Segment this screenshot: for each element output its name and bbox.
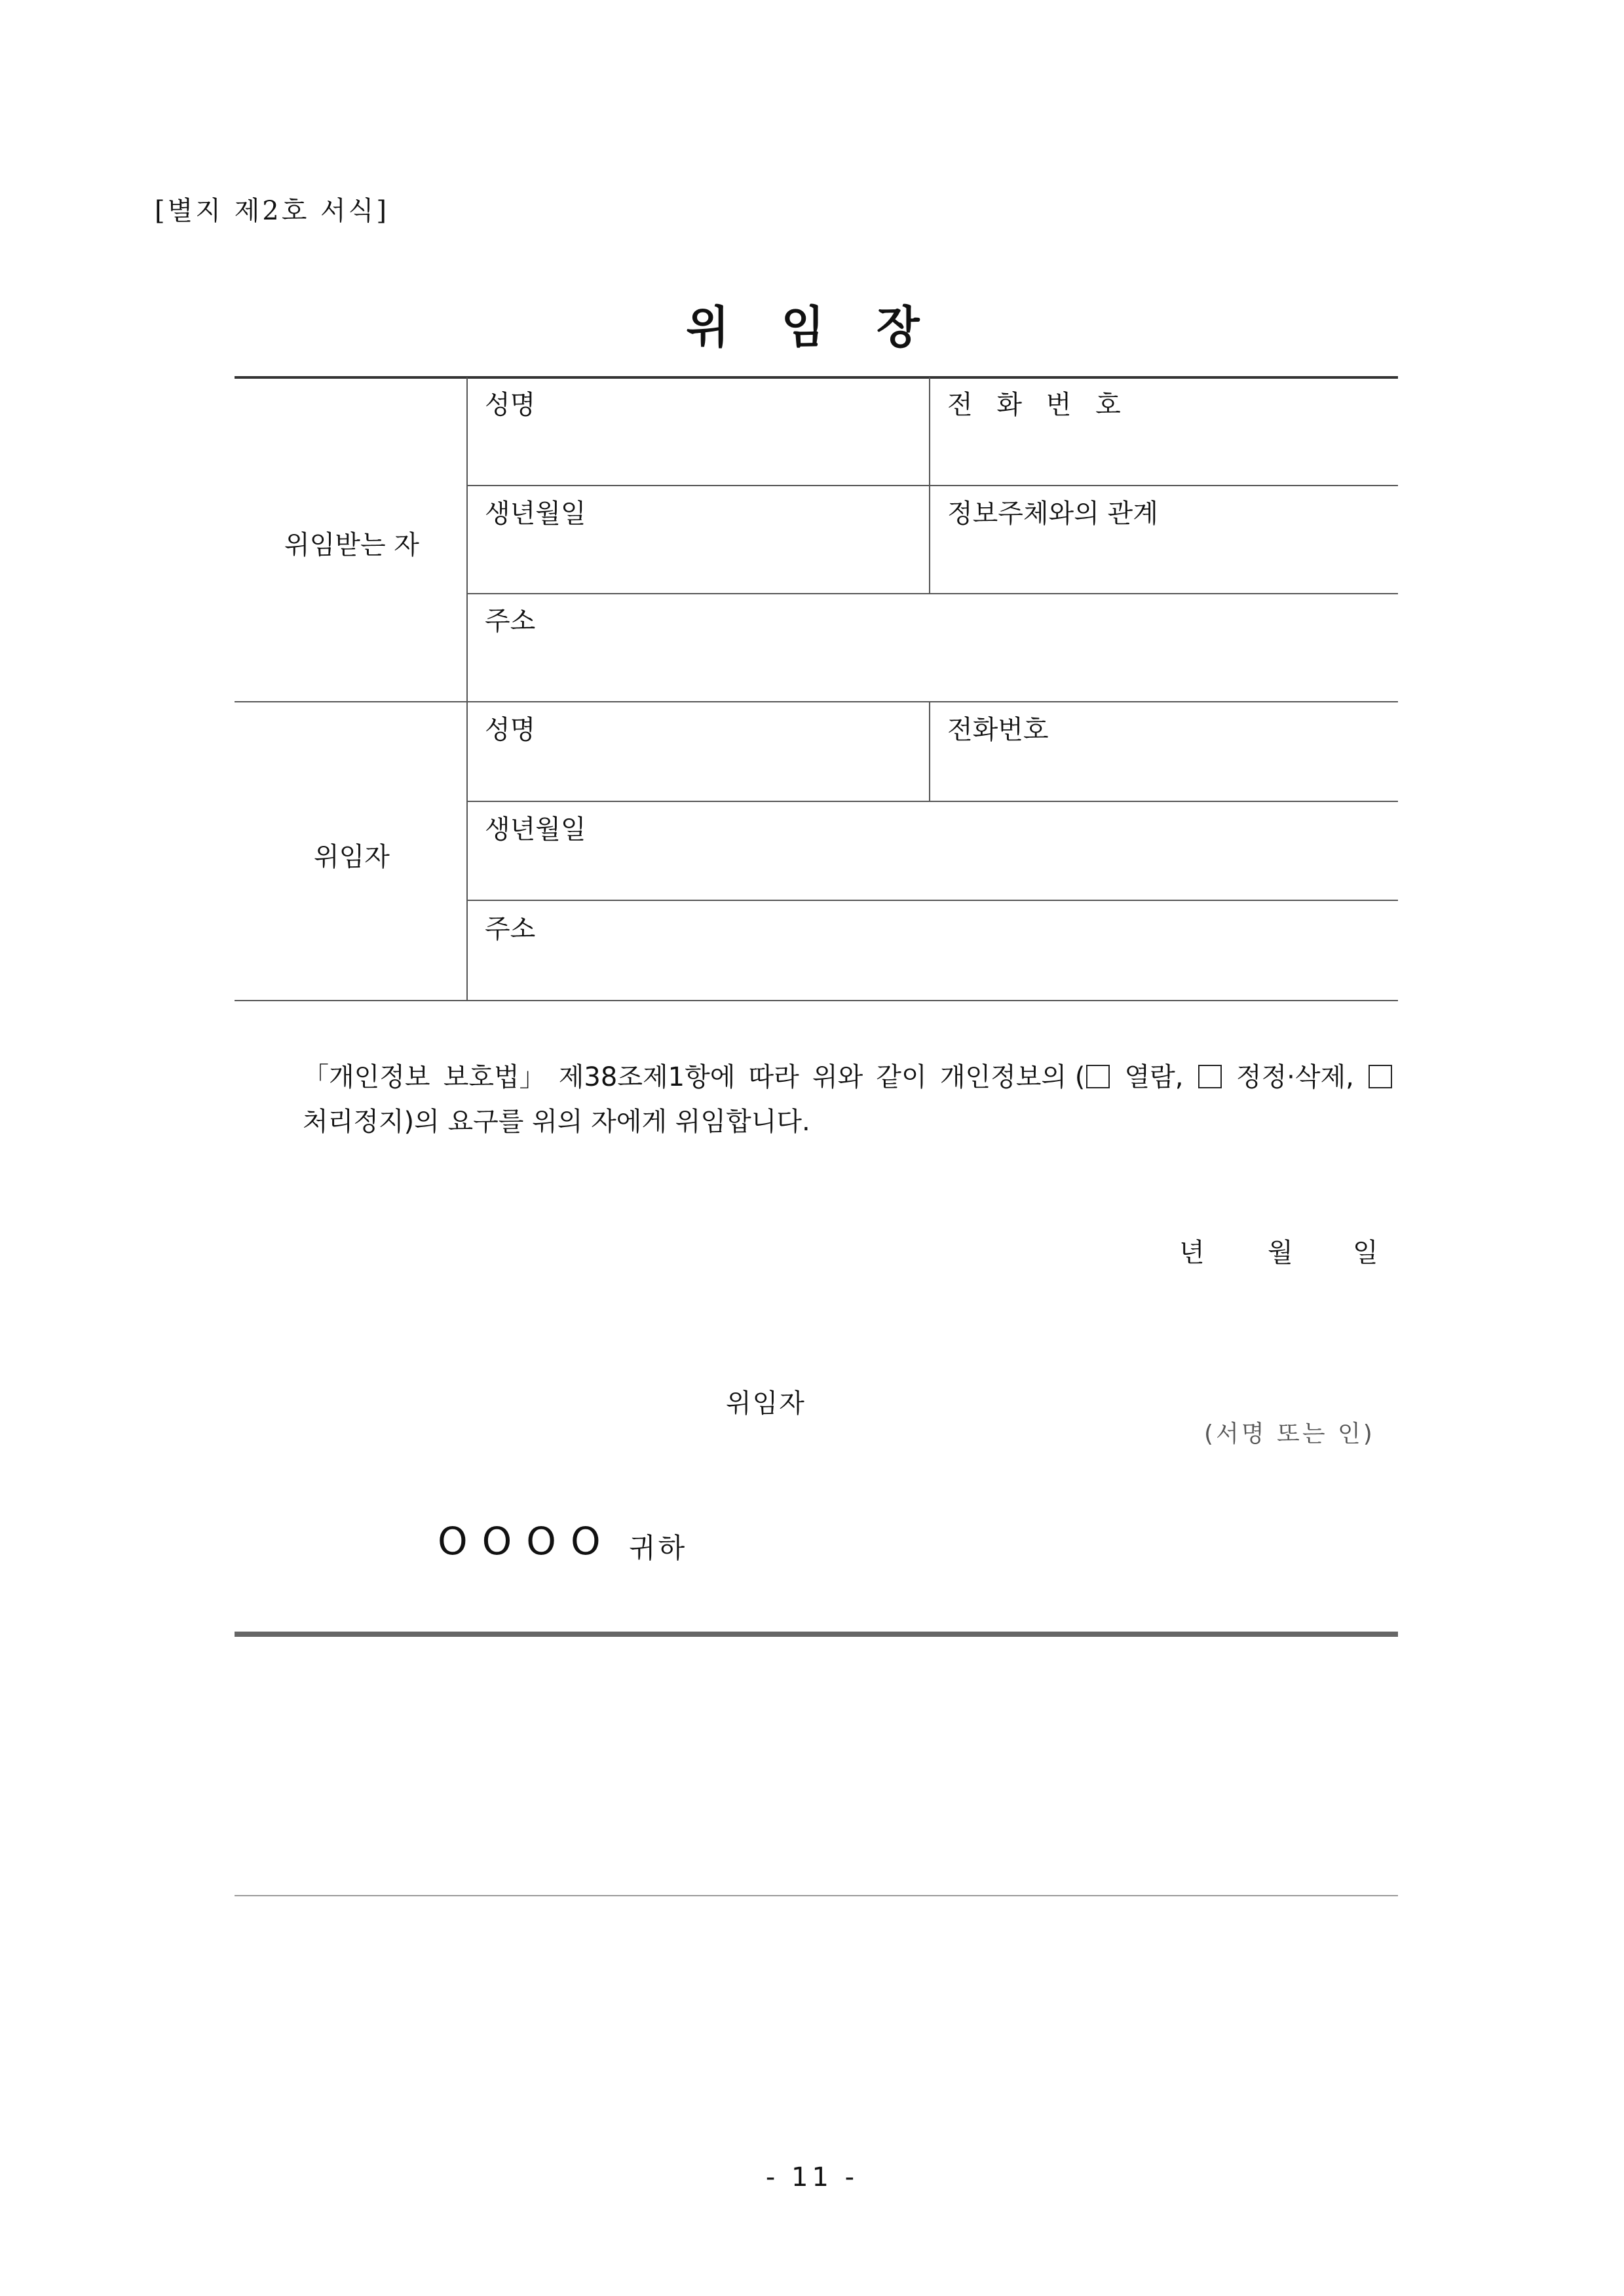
table-label-column-divider	[466, 377, 468, 1001]
page-number: - 11 -	[765, 2162, 859, 2192]
correction-deletion-checkbox[interactable]	[1198, 1065, 1222, 1088]
row-divider	[466, 485, 1398, 486]
table-top-border	[235, 376, 1398, 379]
delegation-statement-line1: 「개인정보 보호법」 제38조제1항에 따라 위와 같이 개인정보의 ( 열람, 정정·삭제,	[303, 1048, 1393, 1106]
grantor-label: 위임자	[726, 1388, 806, 1419]
delegator-name-field[interactable]: 성명	[485, 715, 536, 745]
date-month-field[interactable]: 월	[1268, 1238, 1293, 1268]
delegatee-relation-field[interactable]: 정보주체와의 관계	[947, 499, 1158, 529]
delegatee-birthdate-field[interactable]: 생년월일	[485, 499, 586, 529]
signature-field[interactable]: (서명 또는 인)	[1204, 1421, 1375, 1447]
delegatee-name-field[interactable]: 성명	[485, 390, 536, 420]
view-checkbox[interactable]	[1086, 1065, 1110, 1088]
form-number-label: [별지 제2호 서식]	[155, 196, 389, 226]
footer-thin-rule	[235, 1895, 1398, 1896]
suspension-checkbox[interactable]	[1369, 1065, 1392, 1088]
date-day-field[interactable]: 일	[1353, 1238, 1378, 1268]
recipient-honorific: 귀하	[629, 1532, 688, 1564]
row-divider	[466, 593, 1398, 594]
table-bottom-border	[235, 1000, 1398, 1001]
delegatee-address-field[interactable]: 주소	[485, 606, 536, 636]
column-divider	[929, 702, 930, 801]
row-divider	[466, 900, 1398, 901]
delegator-phone-field[interactable]: 전화번호	[947, 715, 1049, 745]
table-section-divider	[235, 701, 1398, 702]
delegator-birthdate-field[interactable]: 생년월일	[485, 814, 586, 845]
recipient-name: OOOO	[438, 1519, 615, 1563]
delegator-section-label: 위임자	[314, 842, 390, 872]
delegation-statement-line2: 처리정지)의 요구를 위의 자에게 위임합니다.	[303, 1107, 810, 1137]
delegator-address-field[interactable]: 주소	[485, 914, 536, 944]
delegatee-section-label: 위임받는 자	[284, 530, 419, 560]
row-divider	[466, 801, 1398, 802]
delegatee-phone-field[interactable]: 전 화 번 호	[947, 390, 1129, 420]
column-divider	[929, 377, 930, 594]
document-title: 위 임 장	[686, 302, 938, 354]
date-year-field[interactable]: 년	[1179, 1238, 1205, 1268]
footer-thick-rule	[235, 1632, 1398, 1637]
